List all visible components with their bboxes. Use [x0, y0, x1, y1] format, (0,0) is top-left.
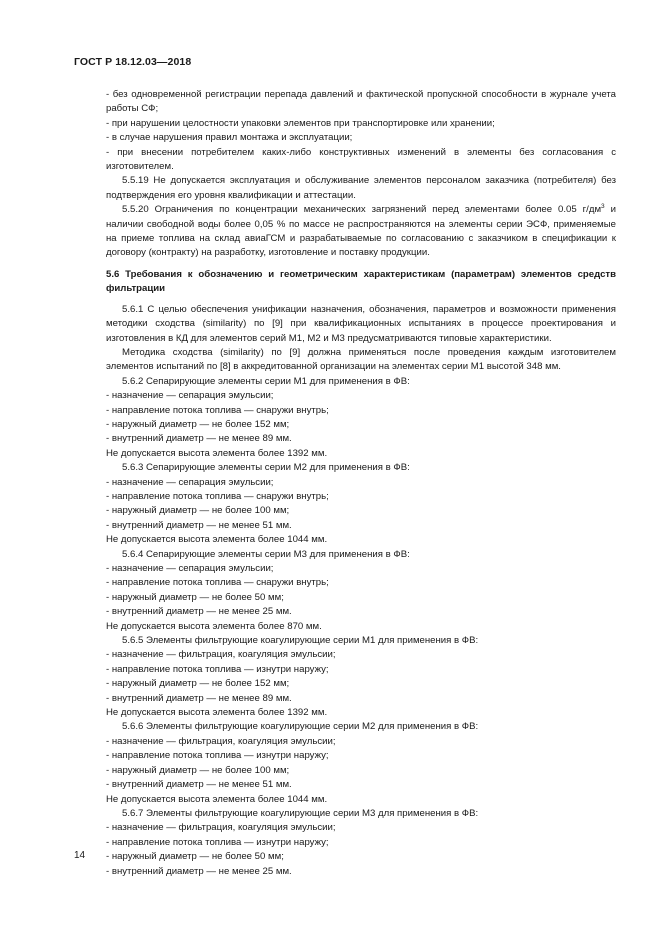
- list-item: - внутренний диаметр — не менее 25 мм.: [106, 865, 292, 877]
- list-item: - внутренний диаметр — не менее 25 мм.: [106, 606, 292, 618]
- list-item: - направление потока топлива — снаружи внутрь;: [106, 404, 329, 416]
- paragraph-text: 5.5.20 Ограничения по концентрации механических загрязнений перед элементами более 0.05 г/дм: [122, 204, 602, 216]
- list-item: - при нарушении целостности упаковки элементов при транспортировке или хранении;: [106, 117, 495, 129]
- document-code-header: ГОСТ Р 18.12.03—2018: [74, 56, 192, 68]
- list-item: - направление потока топлива — изнутри наружу;: [106, 750, 329, 762]
- paragraph-method: Методика сходства (similarity) по [9] должна применяться после проведения каждым изготовителем элементов испытаний по [8] в аккредитованной организации на элементах серии М1 высотой 348 мм.: [106, 346, 616, 373]
- requirements-list: [106, 375, 616, 879]
- section-heading: 5.6 Требования к обозначению и геометрическим характеристикам (параметрам) элементов средств фильтрации: [106, 268, 616, 295]
- subsection-title: 5.6.6 Элементы фильтрующие коагулирующие серии М2 для применения в ФВ:: [122, 721, 479, 733]
- subsection-title: 5.6.5 Элементы фильтрующие коагулирующие серии М1 для применения в ФВ:: [122, 635, 479, 647]
- list-item: - назначение — фильтрация, коагуляция эмульсии;: [106, 822, 336, 834]
- list-item: - направление потока топлива — снаружи внутрь;: [106, 577, 329, 589]
- height-note: Не допускается высота элемента более 1044 мм.: [106, 793, 328, 805]
- list-item: - наружный диаметр — не более 100 мм;: [106, 505, 290, 517]
- list-item: - внутренний диаметр — не менее 51 мм.: [106, 779, 292, 791]
- list-item: - наружный диаметр — не более 152 мм;: [106, 418, 290, 430]
- list-item: - назначение — сепарация эмульсии;: [106, 390, 274, 402]
- list-item: - внутренний диаметр — не менее 89 мм.: [106, 692, 292, 704]
- list-item: - назначение — сепарация эмульсии;: [106, 476, 274, 488]
- list-item: - назначение — сепарация эмульсии;: [106, 563, 274, 574]
- height-note: Не допускается высота элемента более 1392 мм.: [106, 447, 328, 459]
- paragraph-text: и наличии свободной воды более 0,05 % по массе не распространяются на элементы серии ЭСФ, применяемые на приеме топлива на склад авиаГСМ и разрабатываемые по согласованию с заказчиком в спецификации к договору (контракту) на разработку, изготовление и поставку продукции.: [106, 204, 616, 259]
- subsection-title: 5.6.2 Сепарирующие элементы серии М1 для применения в ФВ:: [122, 375, 410, 387]
- list-item: - внутренний диаметр — не менее 51 мм.: [106, 519, 292, 531]
- paragraph-5-6-1: 5.6.1 С целью обеспечения унификации назначения, обозначения, параметров и возможности применения методики сходства (similarity) по [9] при квалификационных испытаниях в процессе проектирования и изготовления в КД для элементов серий М1, М2 и М3 предусматриваются типовые характеристики.: [106, 303, 616, 344]
- superscript: 3: [601, 203, 605, 211]
- document-body: [106, 88, 616, 879]
- list-item: - назначение — фильтрация, коагуляция эмульсии;: [106, 649, 336, 661]
- list-item: - направление потока топлива — снаружи внутрь;: [106, 490, 329, 502]
- list-item: - наружный диаметр — не более 100 мм;: [106, 764, 290, 776]
- height-note: Не допускается высота элемента более 1044 мм.: [106, 534, 328, 546]
- list-item: - направление потока топлива — изнутри наружу;: [106, 836, 329, 848]
- list-item: - наружный диаметр — не более 50 мм;: [106, 851, 284, 863]
- subsection-title: 5.6.7 Элементы фильтрующие коагулирующие серии М3 для применения в ФВ:: [122, 807, 479, 819]
- height-note: Не допускается высота элемента более 1392 мм.: [106, 707, 328, 719]
- list-item: - направление потока топлива — изнутри наружу;: [106, 663, 329, 675]
- page-number: 14: [74, 850, 86, 861]
- paragraph-5-5-20: [106, 203, 616, 261]
- list-item: - внутренний диаметр — не менее 89 мм.: [106, 433, 292, 445]
- list-item: - наружный диаметр — не более 152 мм;: [106, 678, 290, 690]
- list-item: - наружный диаметр — не более 50 мм;: [106, 591, 284, 603]
- list-item: - назначение — фильтрация, коагуляция эмульсии;: [106, 735, 336, 747]
- list-item: - без одновременной регистрации перепада давлений и фактической пропускной способности в журнале учета работы СФ;: [106, 89, 616, 115]
- height-note: Не допускается высота элемента более 870 мм.: [106, 620, 322, 632]
- paragraph-5-5-19: 5.5.19 Не допускается эксплуатация и обслуживание элементов персоналом заказчика (потребителя) без подтверждения его уровня квалификации и аттестации.: [106, 175, 616, 201]
- list-item: - при внесении потребителем каких-либо конструктивных изменений в элементы без согласования с изготовителем.: [106, 146, 616, 173]
- subsection-title: 5.6.4 Сепарирующие элементы серии М3 для применения в ФВ:: [122, 548, 410, 560]
- list-item: - в случае нарушения правил монтажа и эксплуатации;: [106, 132, 353, 144]
- subsection-title: 5.6.3 Сепарирующие элементы серии М2 для применения в ФВ:: [122, 462, 410, 474]
